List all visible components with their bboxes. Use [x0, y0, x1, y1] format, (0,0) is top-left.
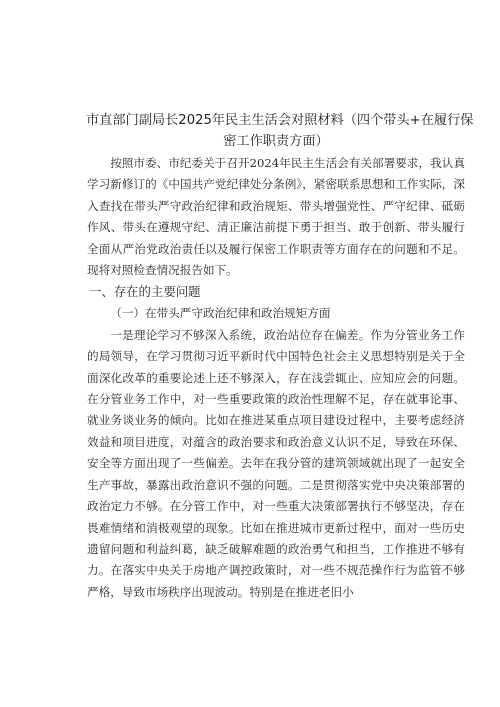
title-line-2: 密工作职责方面） [223, 134, 329, 149]
document-title [86, 110, 474, 152]
body-paragraph: 一是理论学习不够深入系统，政治站位存在偏差。作为分管业务工作的局领导，在学习贯彻习近平新时代中国特色社会主义思想特别是关于全面深化改革的重要论述上还不够深入，存在浅尝辄止、应知应会的问题。在分管业务工作中，对一些重要政策的政治性理解不足，存在就事论事、就业务谈业务的倾向。比如在推进某重点项目建设过程中，主要考虑经济效益和项目进度，对蕴含的政治要求和政治意义认识不足，导致在环保、安全等方面出现了一些偏差。去年在我分管的建筑领域就出现了一起安全生产事故，暴露出政治意识不强的问题。二是贯彻落实党中央决策部署的政治定力不够。在分管工作中，对一些重大决策部署执行不够坚决，存在畏难情绪和消极观望的现象。比如在推进城市更新过程中，面对一些历史遗留问题和利益纠葛，缺乏破解难题的政治勇气和担当，工作推进不够有力。在落实中央关于房地产调控政策时，对一些不规范操作行为监管不够严格，导致市场秩序出现波动。特别是在推进老旧小 [87, 327, 465, 599]
document-body [87, 153, 465, 603]
intro-paragraph: 按照市委、市纪委关于召开2024年民主生活会有关部署要求，我认真学习新修订的《中国共产党纪律处分条例》，紧密联系思想和工作实际，深入查找在带头严守政治纪律和政治规矩、带头增强党性、严守纪律、砥砺作风、带头在遵规守纪、清正廉洁前提下勇于担当、敢于创新、带头履行全面从严治党政治责任以及履行保密工作职责等方面存在的问题和不足。现将对照检查情况报告如下。 [87, 156, 465, 278]
section-heading: 一、存在的主要问题 [89, 284, 201, 300]
subsection-heading: （一）在带头严守政治纪律和政治规矩方面 [110, 306, 331, 321]
title-line-1: 市直部门副局长2025年民主生活会对照材料（四个带头+在履行保 [86, 113, 474, 128]
